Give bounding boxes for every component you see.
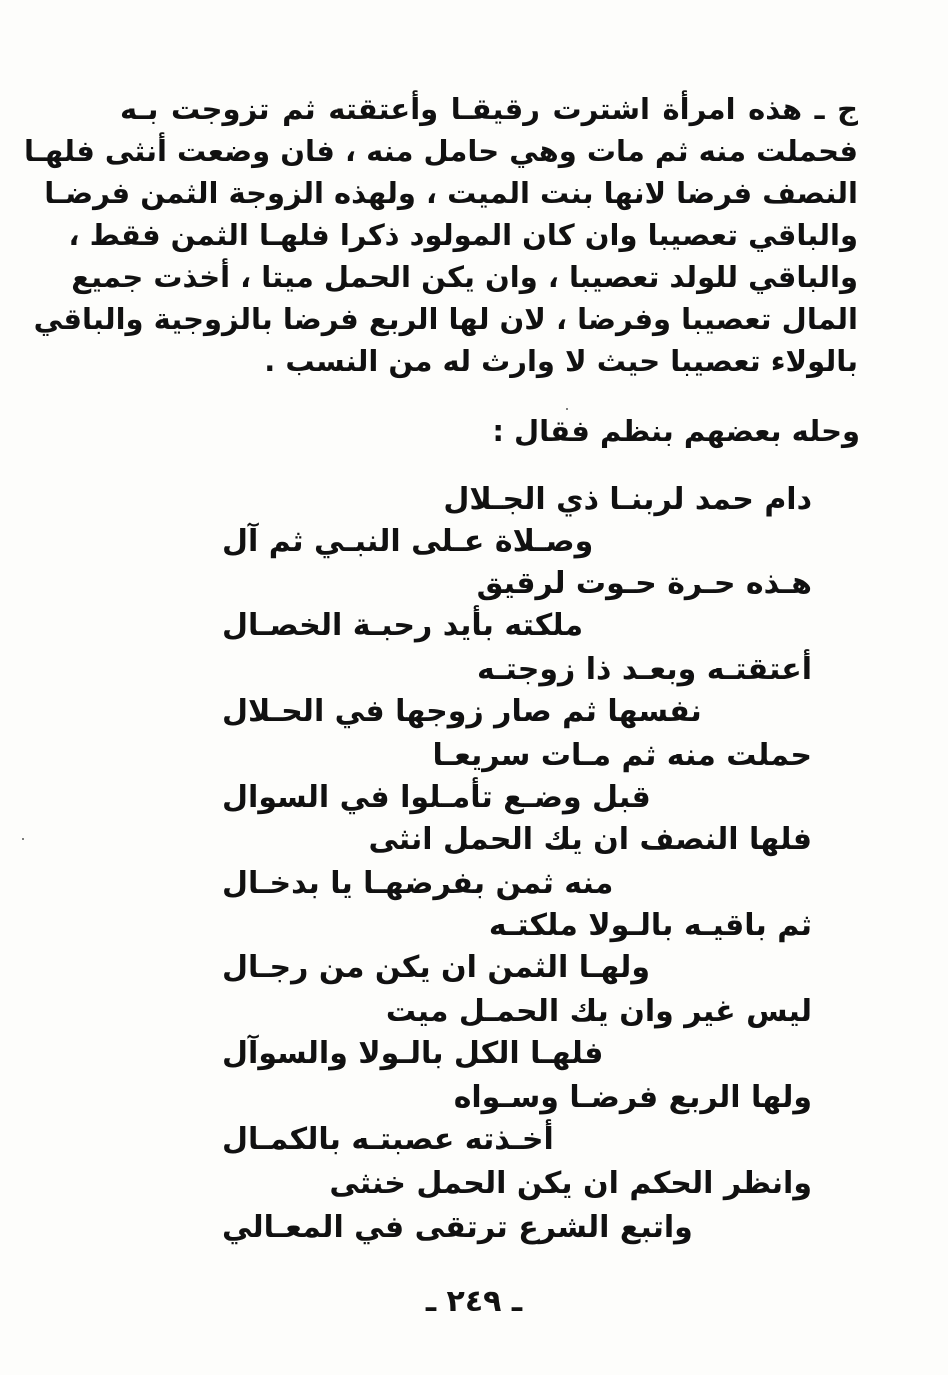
poem-verse: أخـذته عصبتـه بالكمـال: [222, 1122, 554, 1157]
scan-speck: [22, 838, 24, 840]
poem-verse: وصـلاة عـلى النبـي ثم آل: [222, 524, 594, 559]
prose-line: بالولاء تعصيبا حيث لا وارث له من النسب .: [264, 344, 858, 378]
poem-verse: ولها الربع فرضـا وسـواه: [453, 1080, 812, 1115]
poem-verse: فلهـا الكل بالـولا والسوآل: [222, 1036, 604, 1071]
poem-verse: وانظر الحكم ان يكن الحمل خنثى: [329, 1166, 812, 1201]
poem-verse: ولهـا الثمن ان يكن من رجـال: [222, 950, 650, 985]
poem-verse: قبل وضـع تأمـلوا في السوال: [222, 780, 651, 815]
poem-verse: واتبع الشرع ترتقى في المعـالي: [222, 1210, 693, 1245]
page-number: ـ ٢٤٩ ـ: [425, 1284, 523, 1319]
prose-line: النصف فرضا لانها بنت الميت ، ولهذه الزوجة الثمن فرضـا: [44, 176, 858, 210]
prose-line: والباقي تعصيبا وان كان المولود ذكرا فلهـا الثمن فقط ،: [68, 218, 858, 252]
poem-verse: نفسها ثم صار زوجها في الحـلال: [222, 694, 702, 729]
poem-intro: وحله بعضهم بنظم فقال :: [492, 414, 860, 448]
prose-line: المال تعصيبا وفرضا ، لان لها الربع فرضا بالزوجية والباقي: [33, 302, 858, 336]
prose-line: ج ـ هذه امرأة اشترت رقيقـا وأعتقته ثم تزوجت بـه: [120, 92, 858, 126]
poem-verse: فلها النصف ان يك الحمل انثى: [368, 822, 812, 857]
prose-line: والباقي للولد تعصيبا ، وان يكن الحمل ميتا ، أخذت جميع: [71, 260, 858, 294]
poem-verse: دام حمد لربنـا ذي الجـلال: [443, 482, 812, 517]
poem-verse: أعتقتـه وبعـد ذا زوجتـه: [477, 652, 812, 687]
poem-verse: هـذه حـرة حـوت لرقيق: [476, 566, 812, 601]
poem-verse: ملكته بأيد رحبـة الخصـال: [222, 608, 584, 643]
poem-verse: منه ثمن بفرضهـا يا بدخـال: [222, 866, 614, 901]
poem-verse: ليس غير وان يك الحمـل ميت: [385, 994, 812, 1029]
poem-verse: ثم باقيـه بالـولا ملكتـه: [488, 908, 812, 943]
poem-verse: حملت منه ثم مـات سريعـا: [432, 738, 812, 773]
prose-paragraph: [24, 88, 858, 382]
prose-line: فحملت منه ثم مات وهي حامل منه ، فان وضعت أنثى فلهـا: [24, 134, 858, 168]
scan-speck: [566, 408, 568, 410]
